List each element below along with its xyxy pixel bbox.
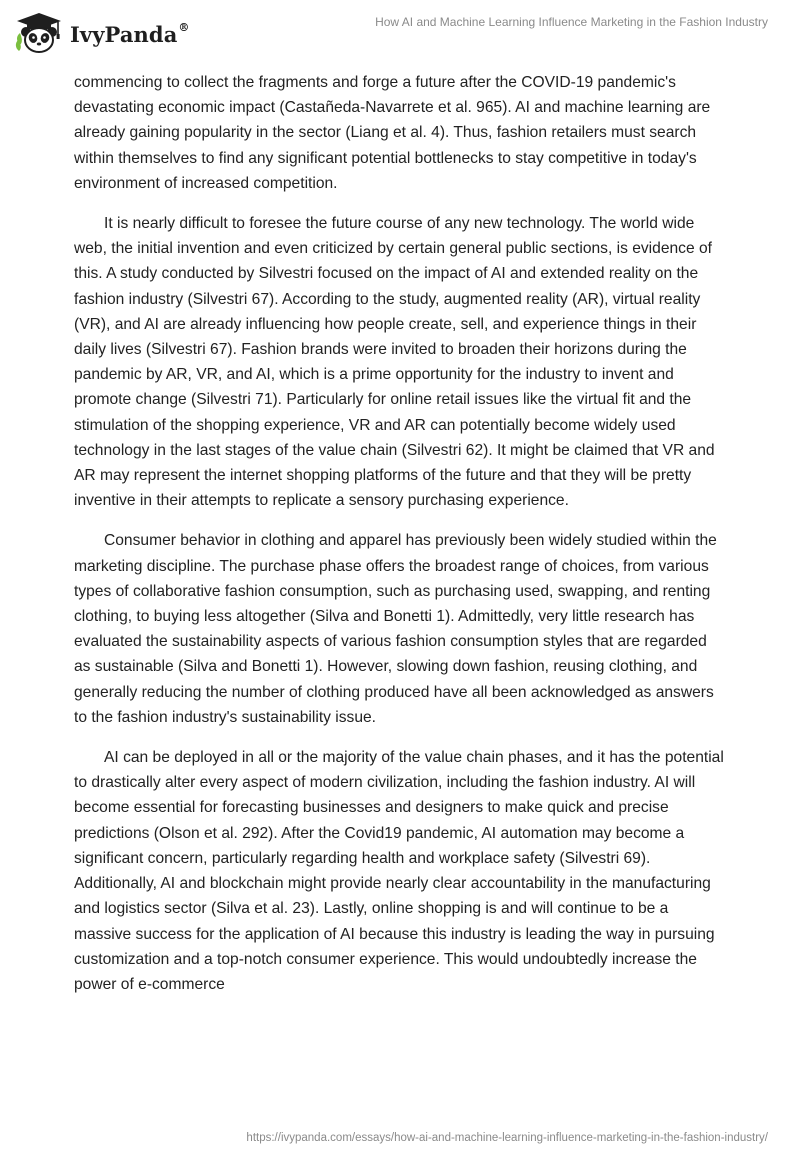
- ivypanda-logo[interactable]: [14, 10, 190, 56]
- paragraph-4: AI can be deployed in all or the majority of the value chain phases, and it has the potential to drastically alter every aspect of modern civilization, including the fashion industry. AI will become essential for forecasting businesses and designers to make quick and precise predictions (Olson et al. 292). After the Covid19 pandemic, AI automation may become a significant concern, particularly regarding health and workplace safety (Silvestri 69). Additionally, AI and blockchain might provide nearly clear accountability in the manufacturing and logistics sector (Silva et al. 23). Lastly, online shopping is and will continue to be a massive success for the application of AI because this industry is leading the way in pursuing customization and a top-notch consumer experience. This would undoubtedly increase the power of e-commerce: [74, 749, 724, 993]
- brand-name: [70, 22, 190, 47]
- registered-mark: ®: [178, 20, 190, 34]
- paragraph-3: Consumer behavior in clothing and apparel has previously been widely studied within the marketing discipline. The purchase phase offers the broadest range of choices, from various types of collaborative fashion consumption, such as purchasing used, swapping, and renting clothing, to buying less altogether (Silva and Bonetti 1). Admittedly, very little research has evaluated the sustainability aspects of various fashion consumption styles that are regarded as sustainable (Silva and Bonetti 1). However, slowing down fashion, reusing clothing, and generally reducing the number of clothing produced have all been acknowledged as answers to the fashion industry's sustainability issue.: [74, 532, 717, 726]
- paragraph-1: commencing to collect the fragments and forge a future after the COVID-19 pandemic's devastating economic impact (Castañeda-Navarrete et al. 965). AI and machine learning are already gaining popularity in the sector (Liang et al. 4). Thus, fashion retailers must search within themselves to find any significant potential bottlenecks to stay competitive in today's environment of increased competition.: [74, 74, 711, 192]
- page-header: [0, 0, 800, 70]
- essay-body: [74, 70, 724, 1012]
- panda-graduation-cap-logo-icon: [14, 11, 64, 55]
- source-url[interactable]: https://ivypanda.com/essays/how-ai-and-machine-learning-influence-marketing-in-the-fashion-industry/: [246, 1132, 768, 1144]
- brand-name-text: IvyPanda: [70, 21, 178, 47]
- paragraph-2: It is nearly difficult to foresee the future course of any new technology. The world wide web, the initial invention and even criticized by certain general public sections, is evidence of this. A study conducted by Silvestri focused on the impact of AI and extended reality on the fashion industry (Silvestri 67). According to the study, augmented reality (AR), virtual reality (VR), and AI are already influencing how people create, sell, and experience things in their daily lives (Silvestri 67). Fashion brands were invited to broaden their horizons during the pandemic by AR, VR, and AI, which is a prime opportunity for the industry to invent and promote change (Silvestri 71). Particularly for online retail issues like the virtual fit and the stimulation of the shopping experience, VR and AR can potentially become widely used technology in the last stages of the value chain (Silvestri 62). It might be claimed that VR and AR may represent the internet shopping platforms of the future and that they will be pretty inventive in their attempts to replicate a sensory purchasing experience.: [74, 215, 715, 510]
- document-title: How AI and Machine Learning Influence Marketing in the Fashion Industry: [375, 15, 768, 29]
